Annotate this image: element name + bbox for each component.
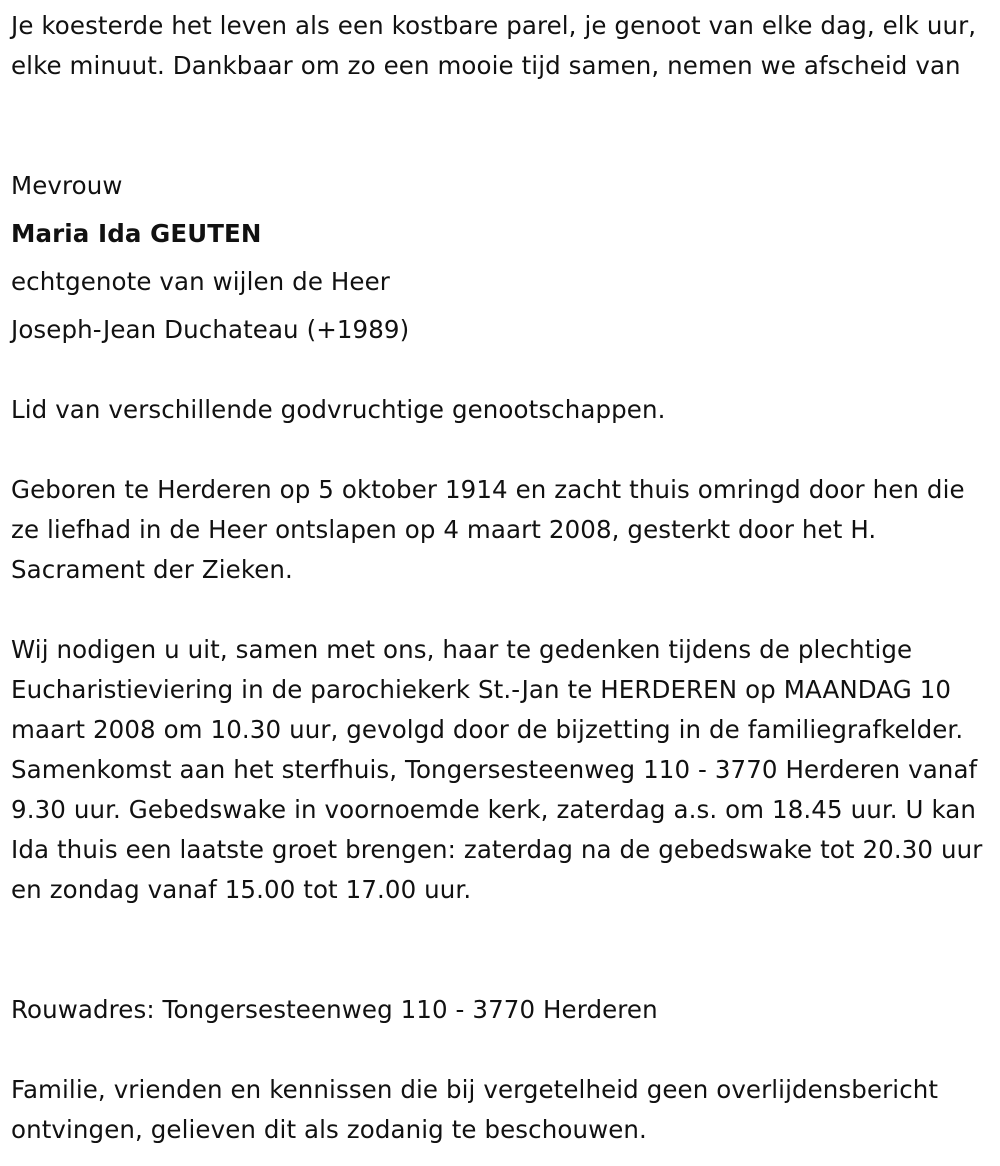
spouse-line-2: Joseph-Jean Duchateau (+1989) <box>11 315 410 344</box>
spouse-line-1: echtgenote van wijlen de Heer <box>11 267 390 296</box>
invitation-paragraph: Wij nodigen u uit, samen met ons, haar te gedenken tijdens de plechtige Eucharistieviering in de parochiekerk St.-Jan te HERDEREN op MAANDAG 10 maart 2008 om 10.30 uur, gevolgd door de bijzetting in de familiegrafkelder. Samenkomst aan het sterfhuis, Tongersesteenweg 110 - 3770 Herderen vanaf 9.30 uur. Gebedswake in voornoemde kerk, zaterdag a.s. om 18.45 uur. U kan Ida thuis een laatste groet brengen: zaterdag na de gebedswake tot 20.30 uur en zondag vanaf 15.00 tot 17.00 uur. <box>11 635 983 904</box>
salutation: Mevrouw <box>11 171 123 200</box>
intro-paragraph: Je koesterde het leven als een kostbare parel, je genoot van elke dag, elk uur, elke minuut. Dankbaar om zo een mooie tijd samen, nemen we afscheid van <box>11 11 977 80</box>
membership-line: Lid van verschillende godvruchtige genootschappen. <box>11 395 666 424</box>
deceased-name: Maria Ida GEUTEN <box>11 219 262 248</box>
closing-paragraph: Familie, vrienden en kennissen die bij vergetelheid geen overlijdensbericht ontvingen, gelieven dit als zodanig te beschouwen. <box>11 1075 939 1144</box>
mourning-address: Rouwadres: Tongersesteenweg 110 - 3770 Herderen <box>11 995 658 1024</box>
birth-death-paragraph: Geboren te Herderen op 5 oktober 1914 en zacht thuis omringd door hen die ze liefhad in de Heer ontslapen op 4 maart 2008, gesterkt door het H. Sacrament der Zieken. <box>11 475 965 584</box>
